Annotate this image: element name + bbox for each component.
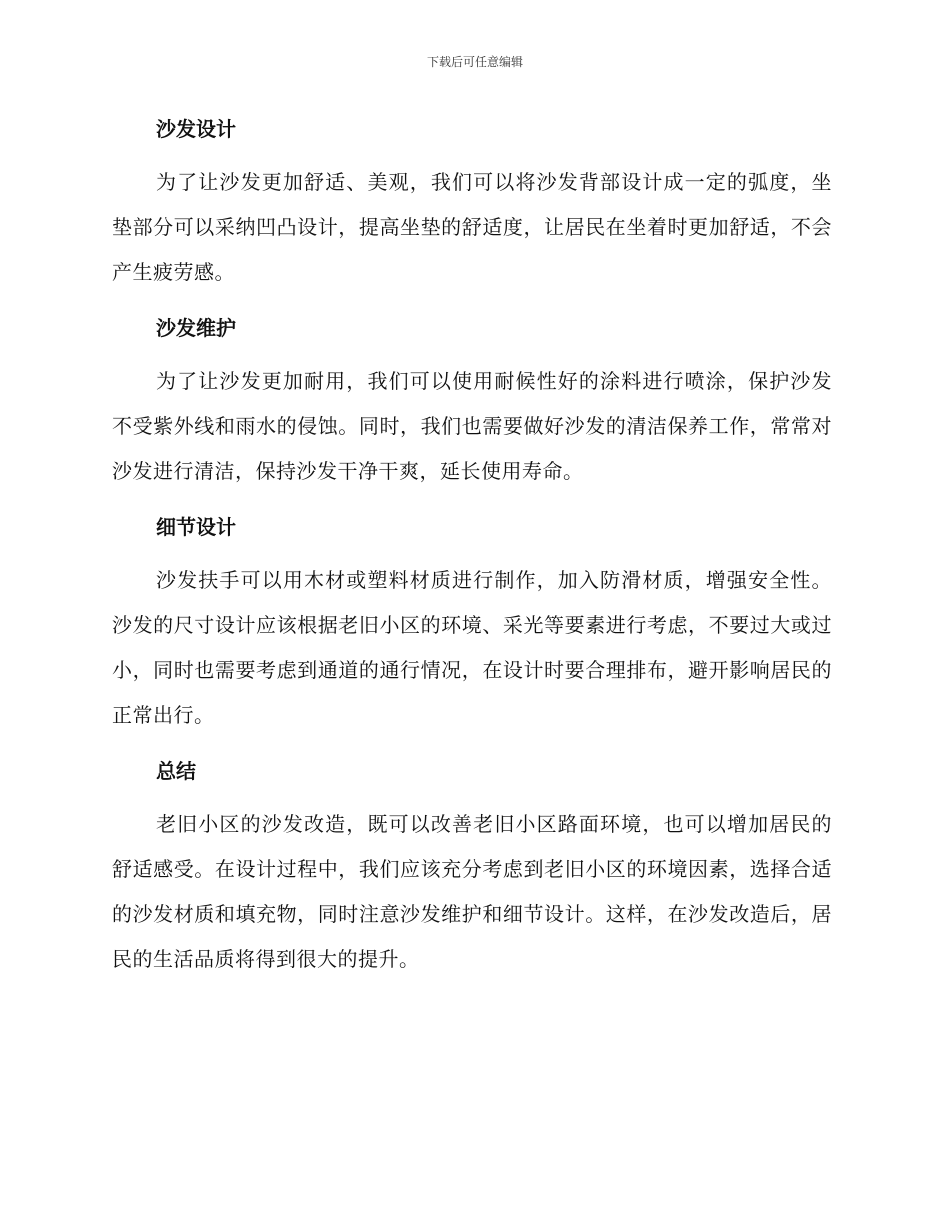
page-header-note: 下载后可任意编辑	[426, 55, 523, 69]
section-heading: 细节设计	[156, 515, 236, 539]
section-heading: 总结	[156, 759, 196, 783]
section-paragraph: 为了让沙发更加舒适、美观，我们可以将沙发背部设计成一定的弧度，坐垫部分可以采纳凹凸设计，提高坐垫的舒适度，让居民在坐着时更加舒适，不会产生疲劳感。	[112, 170, 832, 284]
section-heading: 沙发维护	[156, 316, 236, 340]
section-detail-design	[112, 512, 832, 738]
section-summary	[112, 756, 832, 982]
section-sofa-maintenance	[112, 313, 832, 494]
document-body	[112, 110, 832, 1000]
section-paragraph: 老旧小区的沙发改造，既可以改善老旧小区路面环境，也可以增加居民的舒适感受。在设计过程中，我们应该充分考虑到老旧小区的环境因素，选择合适的沙发材质和填充物，同时注意沙发维护和细节设计。这样，在沙发改造后，居民的生活品质将得到很大的提升。	[112, 812, 832, 971]
section-paragraph: 为了让沙发更加耐用，我们可以使用耐候性好的涂料进行喷涂，保护沙发不受紫外线和雨水的侵蚀。同时，我们也需要做好沙发的清洁保养工作，常常对沙发进行清洁，保持沙发干净干爽，延长使用寿命。	[112, 369, 832, 483]
section-paragraph: 沙发扶手可以用木材或塑料材质进行制作，加入防滑材质，增强安全性。沙发的尺寸设计应该根据老旧小区的环境、采光等要素进行考虑，不要过大或过小，同时也需要考虑到通道的通行情况，在设计时要合理排布，避开影响居民的正常出行。	[112, 568, 832, 727]
section-sofa-design	[112, 114, 832, 295]
section-heading: 沙发设计	[156, 117, 236, 141]
